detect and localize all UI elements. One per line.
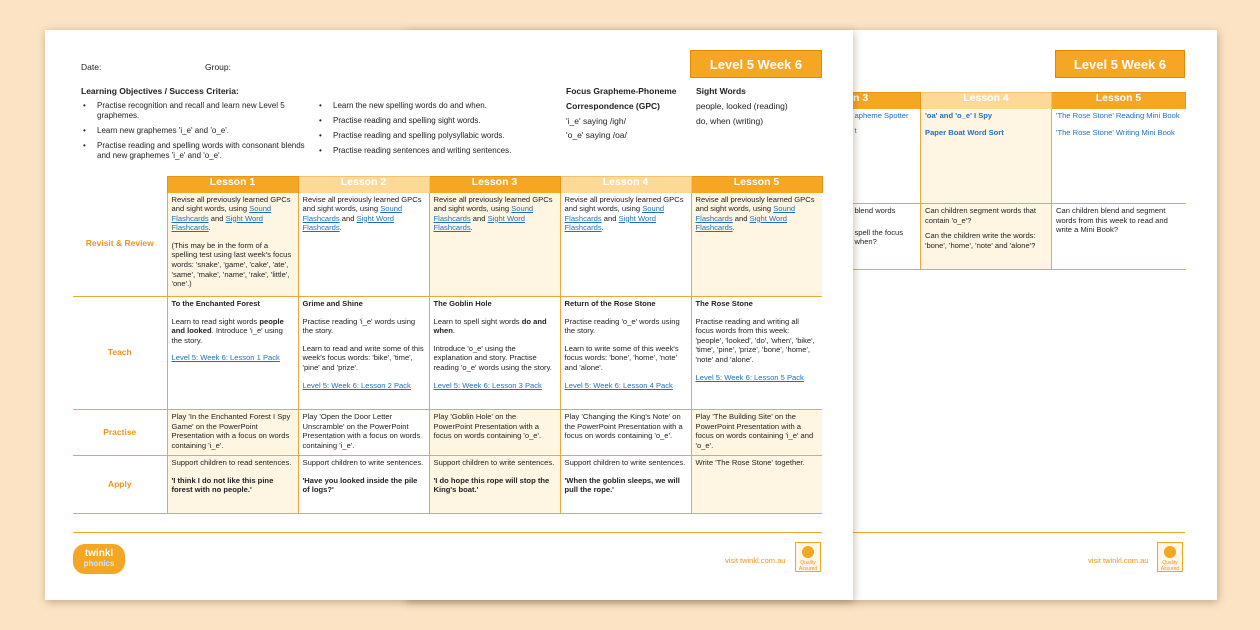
back-quality-badge: Quality Assured	[1157, 542, 1183, 572]
objective-item: • Practise reading sentences and writing sentences.	[317, 146, 557, 156]
back-lesson5-header: Lesson 5	[1052, 93, 1186, 109]
lesson-4-header: Lesson 4	[560, 177, 691, 193]
revisit-cell: Revise all previously learned GPCs and sight words, using Sound Flashcards and Sight Word Flashcards. (This may be in the form of a spelling test using last week's focus words: 'snake', 'game', 'cake', 'ate', 'same', 'make', 'name', 'rake', 'little', 'one'.)	[167, 193, 298, 297]
teach-title: The Rose Stone	[695, 299, 753, 308]
date-label: Date:	[81, 62, 102, 72]
back-l4-q1: Can children segment words that contain 'o_e'?	[925, 206, 1037, 225]
lesson-plan-table	[73, 176, 823, 514]
sight-words-reading: people, looked (reading)	[696, 101, 788, 111]
sound-flashcards-link[interactable]: Sound Flashcards	[695, 204, 796, 223]
gpc-line-1: 'i_e' saying /igh/	[566, 116, 626, 126]
apply-cell: Support children to read sentences. 'I think I do not like this pine forest with no people.'	[167, 456, 298, 514]
back-l5-q: Can children blend and segment words from this week to read and write a Mini Book?	[1056, 206, 1168, 235]
lesson-2-pack-link[interactable]: Level 5: Week 6: Lesson 2 Pack	[302, 380, 411, 390]
sound-flashcards-link[interactable]: Sound Flashcards	[171, 204, 272, 223]
revisit-cell: Revise all previously learned GPCs and sight words, using Sound Flashcards and Sight Word Flashcards.	[429, 193, 560, 297]
teach-cell: The Goblin Hole Learn to spell sight words do and when. Introduce 'o_e' using the explanation and story. Practise reading 'o_e' words using the story. Level 5: Week 6: Lesson 3 Pack	[429, 297, 560, 410]
objective-item: • Learn the new spelling words do and when.	[317, 101, 557, 111]
apply-cell: Write 'The Rose Stone' together.	[691, 456, 822, 514]
objective-item: • Practise reading and spelling sight words.	[317, 116, 557, 126]
teach-cell: Return of the Rose Stone Practise reading 'o_e' words using the story. Learn to write some of this week's focus words: 'bone', 'home', 'note' and 'alone'. Level 5: Week 6: Lesson 4 Pack	[560, 297, 691, 410]
practise-row	[73, 410, 822, 456]
teach-cell: To the Enchanted Forest Learn to read sight words people and looked. Introduce 'i_e' using the story. Level 5: Week 6: Lesson 1 Pack	[167, 297, 298, 410]
lesson-2-header: Lesson 2	[298, 177, 429, 193]
sight-words-writing: do, when (writing)	[696, 116, 764, 126]
sight-word-flashcards-link[interactable]: Sight Word Flashcards	[302, 213, 394, 233]
quality-badge: Quality Assured	[795, 542, 821, 572]
practise-cell: Play 'Open the Door Letter Unscramble' on the PowerPoint Presentation with a focus on words containing 'i_e'.	[298, 410, 429, 456]
practise-cell: Play 'Goblin Hole' on the PowerPoint Presentation with a focus on words containing 'o_e'.	[429, 410, 560, 456]
back-l4-game[interactable]: 'oa' and 'o_e' I Spy	[925, 110, 993, 120]
back-lesson4-header: Lesson 4	[921, 93, 1052, 109]
lesson-5-pack-link[interactable]: Level 5: Week 6: Lesson 5 Pack	[695, 372, 804, 382]
objectives-heading: Learning Objectives / Success Criteria:	[81, 86, 239, 96]
revisit-cell: Revise all previously learned GPCs and sight words, using Sound Flashcards and Sight Word Flashcards.	[298, 193, 429, 297]
back-lesson3-header: n 3	[851, 93, 921, 109]
back-l5-book1[interactable]: 'The Rose Stone' Reading Mini Book	[1056, 110, 1180, 120]
gpc-heading-2: Correspondence (GPC)	[566, 101, 660, 111]
lesson-1-pack-link[interactable]: Level 5: Week 6: Lesson 1 Pack	[171, 353, 280, 363]
lesson-5-header: Lesson 5	[691, 177, 822, 193]
teach-row	[73, 297, 822, 410]
teach-cell: The Rose Stone Practise reading and writing all focus words from this week: 'people', 'looked', 'do', 'when', 'bike', 'time', 'pine', 'prize', 'bone', 'home', 'note' and 'alone'. Level 5: Week 6: Lesson 5 Pack	[691, 297, 822, 410]
row-label-apply: Apply	[73, 456, 167, 514]
lesson-1-header: Lesson 1	[167, 177, 298, 193]
objective-item: • Practise reading and spelling polysyllabic words.	[317, 131, 557, 141]
objective-item: • Practise recognition and recall and learn new Level 5 graphemes.	[81, 101, 311, 121]
sight-word-flashcards-link[interactable]: Sight Word Flashcards	[171, 213, 263, 233]
gpc-heading-1: Focus Grapheme-Phoneme	[566, 86, 677, 96]
sight-words-heading: Sight Words	[696, 86, 746, 96]
teach-title: Return of the Rose Stone	[564, 299, 656, 308]
objective-item: • Practise reading and spelling words with consonant blends and new graphemes 'i_e' and 'o_e'.	[81, 141, 311, 161]
sight-word-flashcards-link[interactable]: Sight Word Flashcards	[564, 213, 656, 233]
practise-cell: Play 'Changing the King's Note' on the PowerPoint Presentation with a focus on words containing 'o_e'.	[560, 410, 691, 456]
group-label: Group:	[205, 62, 231, 72]
practise-cell: Play 'In the Enchanted Forest I Spy Game' on the PowerPoint Presentation with a focus on words containing 'i_e'.	[167, 410, 298, 456]
objectives-left-list	[81, 101, 311, 166]
practise-cell: Play 'The Building Site' on the PowerPoint Presentation with a focus on words containing 'i_e' and 'o_e'.	[691, 410, 822, 456]
level-title: Level 5 Week 6	[690, 50, 822, 78]
level-title-back: Level 5 Week 6	[1055, 50, 1185, 78]
front-page	[45, 30, 853, 600]
apply-cell: Support children to write sentences. 'When the goblin sleeps, we will pull the rope.'	[560, 456, 691, 514]
revisit-cell: Revise all previously learned GPCs and sight words, using Sound Flashcards and Sight Word Flashcards.	[691, 193, 822, 297]
revisit-row	[73, 193, 822, 297]
lesson-3-pack-link[interactable]: Level 5: Week 6: Lesson 3 Pack	[433, 380, 542, 390]
badge-seal-icon	[802, 546, 814, 558]
objective-item: • Learn new graphemes 'i_e' and 'o_e'.	[81, 126, 311, 136]
back-l3-extra[interactable]: t	[854, 126, 857, 136]
back-footer-line	[850, 532, 1185, 533]
back-l3-q2: spell the focus	[854, 227, 904, 237]
badge-seal-icon	[1164, 546, 1176, 558]
teach-title: The Goblin Hole	[433, 299, 492, 308]
back-l3-q3: when?	[854, 237, 877, 247]
lesson-3-header: Lesson 3	[429, 177, 560, 193]
revisit-cell: Revise all previously learned GPCs and sight words, using Sound Flashcards and Sight Word Flashcards.	[560, 193, 691, 297]
back-l3-q1: blend words	[854, 206, 896, 215]
revisit-spelling-test: (This may be in the form of a spelling test using last week's focus words: 'snake', 'game', 'cake', 'ate', 'same', 'make', 'name', 'rake', 'little', 'one'.)	[171, 240, 292, 289]
apply-row	[73, 456, 822, 514]
gpc-line-2: 'o_e' saying /oa/	[566, 130, 627, 140]
back-l4-q2: Can the children write the words: 'bone', 'home', 'note' and 'alone'?	[925, 231, 1036, 250]
apply-cell: Support children to write sentences. 'Have you looked inside the pile of logs?'	[298, 456, 429, 514]
back-l3-game[interactable]: apheme Spotter	[854, 110, 909, 120]
row-label-practise: Practise	[73, 410, 167, 456]
sight-word-flashcards-link[interactable]: Sight Word Flashcards	[695, 213, 787, 233]
lesson-4-pack-link[interactable]: Level 5: Week 6: Lesson 4 Pack	[564, 380, 673, 390]
sound-flashcards-link[interactable]: Sound Flashcards	[564, 204, 665, 223]
back-l5-book2[interactable]: 'The Rose Stone' Writing Mini Book	[1056, 128, 1175, 138]
lesson-header-row	[73, 177, 822, 193]
objectives-right-list	[317, 101, 557, 161]
teach-title: Grime and Shine	[302, 299, 363, 308]
row-label-teach: Teach	[73, 297, 167, 410]
teach-cell: Grime and Shine Practise reading 'i_e' words using the story. Learn to read and write some of this week's focus words: 'bike', 'time', 'pine' and 'prize'. Level 5: Week 6: Lesson 2 Pack	[298, 297, 429, 410]
teach-title: To the Enchanted Forest	[171, 299, 260, 308]
footer-line	[73, 532, 822, 533]
sight-word-flashcards-link[interactable]: Sight Word Flashcards	[433, 213, 525, 233]
sound-flashcards-link[interactable]: Sound Flashcards	[302, 204, 403, 223]
back-table	[850, 92, 1186, 270]
sound-flashcards-link[interactable]: Sound Flashcards	[433, 204, 534, 223]
visit-twinkl-link[interactable]: visit twinkl.com.au	[725, 556, 786, 565]
back-visit-link[interactable]: visit twinkl.com.au	[1088, 556, 1149, 565]
back-l4-sort[interactable]: Paper Boat Word Sort	[925, 128, 1004, 138]
row-label-revisit: Revisit & Review	[73, 193, 167, 297]
twinkl-phonics-logo: twinkl phonics	[73, 544, 125, 574]
apply-cell: Support children to write sentences. 'I do hope this rope will stop the King's boat.'	[429, 456, 560, 514]
